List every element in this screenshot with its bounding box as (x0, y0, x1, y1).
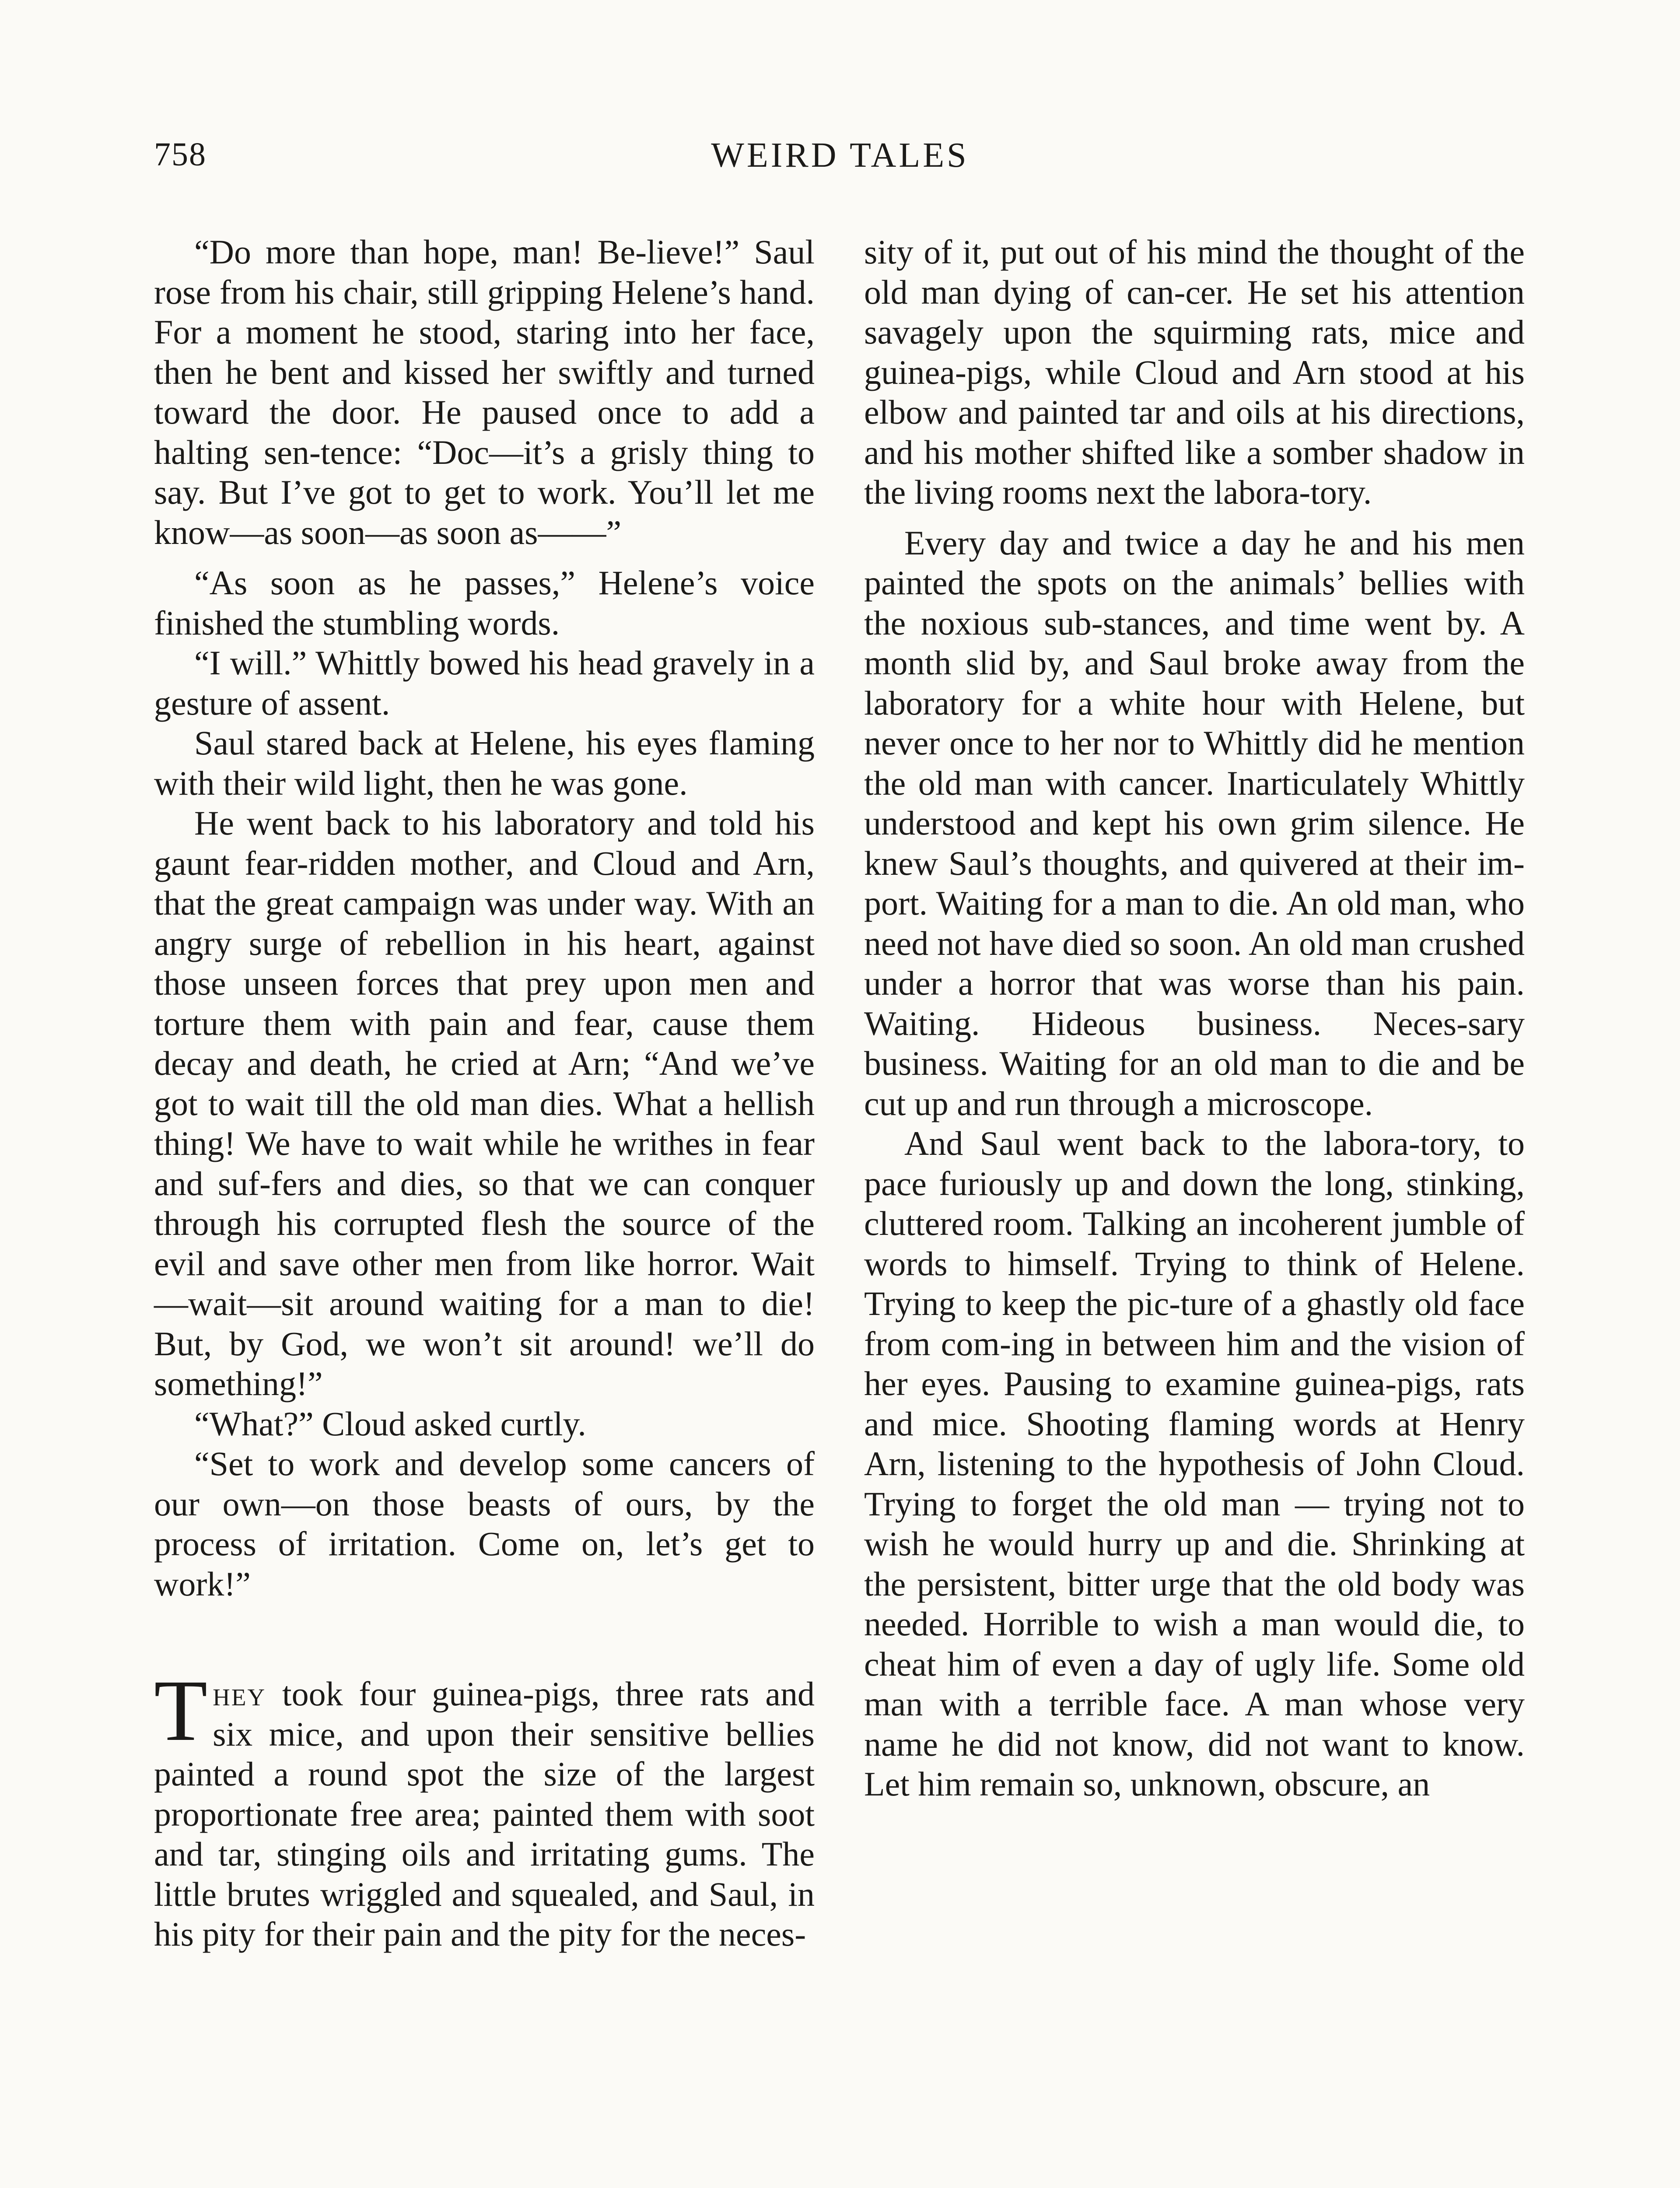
right-column (864, 232, 1525, 1804)
paragraph: “As soon as he passes,” Helene’s voice finished the stumbling words. (154, 564, 815, 642)
paragraph: “I will.” Whittly bowed his head gravely in a gesture of assent. (154, 644, 815, 722)
paragraph: “Do more than hope, man! Be-lieve!” Saul rose from his chair, still gripping Helene’s hand. For a moment he stood, staring into her face, then he bent and kissed her swiftly and turned toward the door. He paused once to add a halting sen-tence: “Doc—it’s a grisly thing to say. But I’ve got to get to work. You’ll let me know—as soon—as soon as——” (154, 233, 815, 551)
paragraph: “What?” Cloud asked curtly. (194, 1404, 586, 1443)
small-caps-lead: hey (213, 1675, 266, 1713)
paragraph: He went back to his laboratory and told his gaunt fear-ridden mother, and Cloud and Arn, that the great campaign was under way. With an angry surge of rebellion in his heart, against those unseen forces that prey upon men and torture them with pain and fear, cause them decay and death, he cried at Arn; “And we’ve got to wait till the old man dies. What a hellish thing! We have to wait while he writhes in fear and suf-fers and dies, so that we can conquer through his corrupted flesh the source of the evil and save other men from like horror. Wait—wait—sit around waiting for a man to die! But, by God, we won’t sit around! we’ll do something!” (154, 804, 815, 1403)
running-head: WEIRD TALES (711, 136, 969, 175)
paragraph: “Set to work and develop some cancers of our own—on those beasts of ours, by the process of irritation. Come on, let’s get to work!” (154, 1445, 815, 1603)
paragraph: And Saul went back to the labora-tory, to pace furiously up and down the long, stinking, cluttered room. Talking an incoherent jumble of words to himself. Trying to think of Helene. Trying to keep the pic-ture of a ghastly old face from com-ing in between him and the vision of her eyes. Pausing to examine guinea-pigs, rats and mice. Shooting flaming words at Henry Arn, listening to the hypothesis of John Cloud. Trying to forget the old man — trying not to wish he would hurry up and die. Shrinking at the persistent, bitter urge that the old body was needed. Horrible to wish a man would die, to cheat him of even a day of ugly life. Some old man with a terrible face. A man whose very name he did not know, did not want to know. Let him remain so, unknown, obscure, an (864, 1124, 1525, 1803)
section-opening-paragraph (154, 1662, 815, 1954)
paragraph: sity of it, put out of his mind the thought of the old man dying of can-cer. He set his attention savagely upon the squirming rats, mice and guinea-pigs, while Cloud and Arn stood at his elbow and painted tar and oils at his directions, and his mother shifted like a somber shadow in the living rooms next the labora-tory. (864, 233, 1525, 511)
page-header (154, 136, 1526, 184)
page-number: 758 (154, 136, 206, 173)
paragraph: Every day and twice a day he and his men painted the spots on the animals’ bellies with the noxious sub-stances, and time went by. A month slid by, and Saul broke away from the laboratory for a white hour with Helene, but never once to her nor to Whittly did he mention the old man with cancer. Inarticulately Whittly understood and kept his own grim silence. He knew Saul’s thoughts, and quivered at their im-port. Waiting for a man to die. An old man, who need not have died so soon. An old man crushed under a horror that was worse than his pain. Waiting. Hideous business. Neces-sary business. Waiting for an old man to die and be cut up and run through a microscope. (864, 523, 1525, 1122)
paragraph-text: took four guinea-pigs, three rats and six mice, and upon their sensitive bellies painted a round spot the size of the largest proportionate free area; painted them with soot and tar, stinging oils and irritating gums. The little brutes wriggled and squealed, and Saul, in his pity for their pain and the pity for the neces- (154, 1675, 815, 1953)
drop-cap: T (154, 1662, 208, 1759)
left-column (154, 232, 815, 1954)
paragraph: Saul stared back at Helene, his eyes flaming with their wild light, then he was gone. (154, 724, 815, 802)
